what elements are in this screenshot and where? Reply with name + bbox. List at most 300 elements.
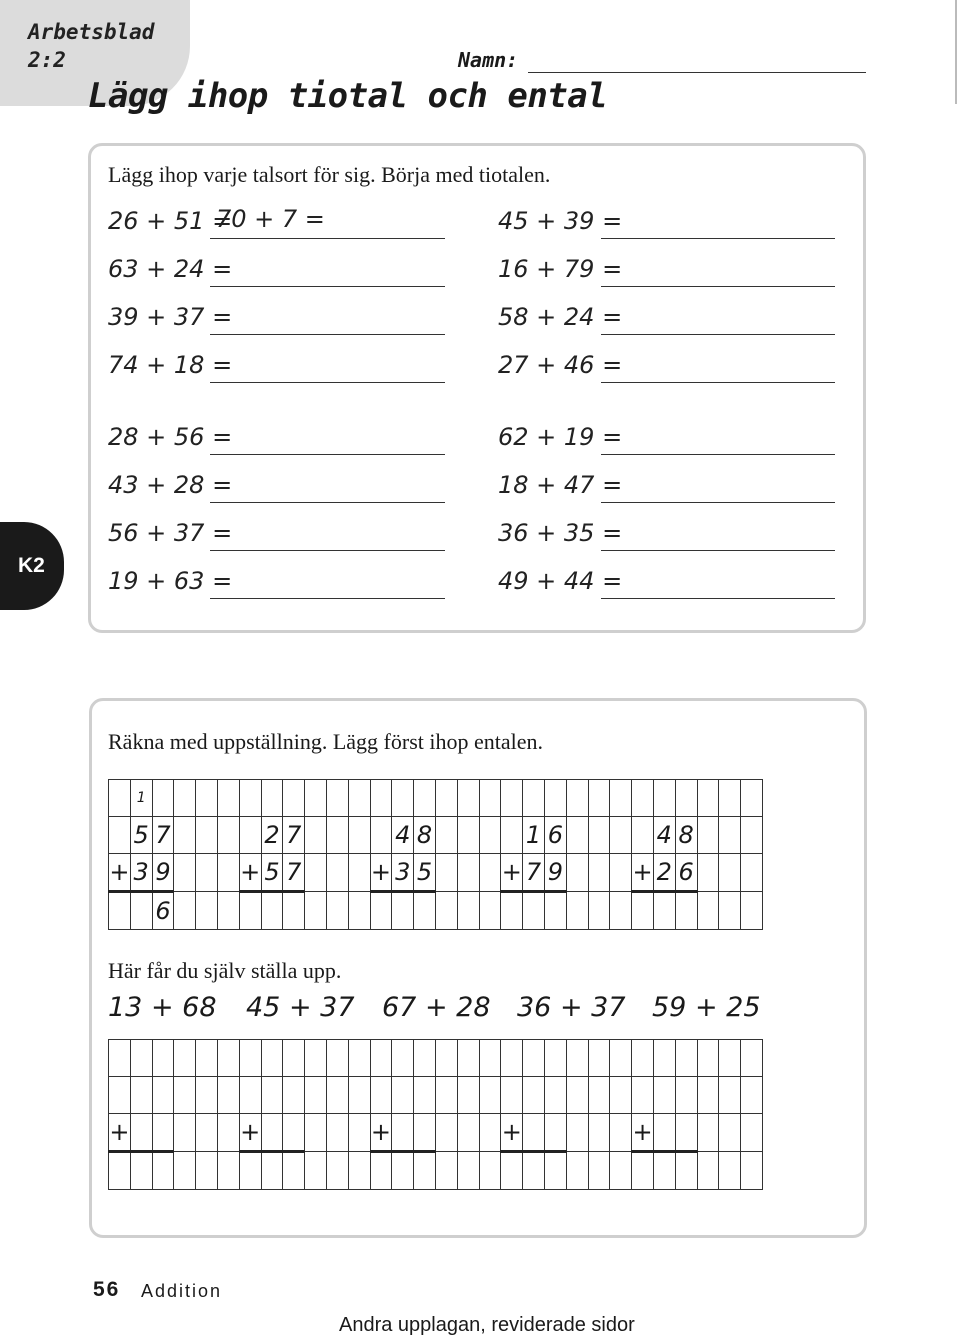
grid-cell[interactable] [174, 817, 196, 854]
exercise-row [108, 471, 445, 501]
digit[interactable]: 3 [130, 854, 152, 892]
digit[interactable]: 8 [414, 817, 436, 854]
instruction-3: Här får du själv ställa upp. [108, 958, 342, 983]
grid-cell[interactable] [152, 1077, 174, 1114]
answer-line[interactable] [210, 334, 445, 335]
grid-cell[interactable] [370, 817, 392, 854]
grid-cell[interactable] [457, 817, 479, 854]
grid-cell[interactable] [501, 1152, 523, 1190]
grid-cell[interactable] [523, 780, 545, 817]
exercise-expression: 45 + 39 = [498, 207, 623, 235]
grid-cell[interactable] [239, 1040, 261, 1077]
grid-cell[interactable] [261, 1077, 283, 1114]
grid-cell[interactable] [610, 854, 632, 892]
grid-cell[interactable] [719, 1152, 741, 1190]
grid-cell[interactable] [283, 892, 305, 930]
grid-cell[interactable] [348, 1114, 370, 1152]
exercise-expression: 28 + 56 = [108, 423, 233, 451]
answer-line[interactable] [601, 550, 835, 551]
exercise-answer: 70 + 7 = [216, 205, 325, 233]
grid-cell[interactable] [174, 892, 196, 930]
grid-cell[interactable] [501, 1040, 523, 1077]
grid-cell[interactable] [174, 1114, 196, 1152]
grid-cell[interactable] [239, 817, 261, 854]
grid-cell[interactable] [675, 1114, 697, 1152]
grid-cell[interactable] [283, 780, 305, 817]
grid-cell[interactable] [588, 780, 610, 817]
grid-row [109, 1152, 763, 1190]
grid-cell[interactable] [196, 780, 218, 817]
grid-cell[interactable] [370, 1077, 392, 1114]
grid-cell[interactable] [697, 1077, 719, 1114]
worksheet-tab-label [28, 18, 154, 74]
grid-cell[interactable] [457, 854, 479, 892]
grid-cell[interactable] [523, 1077, 545, 1114]
digit[interactable]: 5 [261, 854, 283, 892]
answer-line[interactable] [210, 286, 445, 287]
edition-note: Andra upplagan, reviderade sidor [339, 1314, 635, 1336]
exercise-row [108, 567, 445, 597]
grid-cell[interactable] [719, 817, 741, 854]
grid-cell[interactable] [741, 1114, 763, 1152]
grid-cell[interactable] [370, 780, 392, 817]
grid-cell[interactable] [697, 1040, 719, 1077]
grid-cell[interactable] [109, 1077, 131, 1114]
grid-cell[interactable] [152, 1040, 174, 1077]
exercise-expression: 26 + 51 = [108, 207, 233, 235]
grid-cell[interactable] [544, 1114, 566, 1152]
grid-cell[interactable] [348, 780, 370, 817]
grid-cell[interactable] [697, 817, 719, 854]
grid-cell[interactable] [741, 780, 763, 817]
grid-cell[interactable] [174, 780, 196, 817]
instruction-1: Lägg ihop varje talsort för sig. Börja med tiotalen. [108, 162, 551, 187]
grid-cell[interactable] [675, 1152, 697, 1190]
grid-cell[interactable] [566, 1077, 588, 1114]
grid-cell[interactable] [566, 1152, 588, 1190]
grid-cell[interactable] [239, 892, 261, 930]
exercise-expression: 36 + 35 = [498, 519, 623, 547]
grid-cell[interactable] [479, 817, 501, 854]
exercise-expression: 49 + 44 = [498, 567, 623, 595]
grid-cell[interactable] [697, 1152, 719, 1190]
grid-cell[interactable] [588, 892, 610, 930]
grid-cell[interactable] [261, 1114, 283, 1152]
grid-cell[interactable] [217, 1040, 239, 1077]
grid-cell[interactable] [435, 1152, 457, 1190]
grid-cell[interactable] [632, 780, 654, 817]
result-digit[interactable]: 6 [152, 892, 174, 930]
grid-cell[interactable] [566, 817, 588, 854]
grid-cell[interactable] [305, 892, 327, 930]
plus-sign[interactable]: + [370, 1114, 392, 1152]
plus-sign[interactable]: + [501, 854, 523, 892]
grid-cell[interactable] [152, 1114, 174, 1152]
grid-cell[interactable] [326, 892, 348, 930]
digit[interactable]: 4 [392, 817, 414, 854]
grid-cell[interactable] [326, 1152, 348, 1190]
grid-cell[interactable] [348, 1040, 370, 1077]
grid-cell[interactable] [588, 1114, 610, 1152]
grid-cell[interactable] [109, 817, 131, 854]
grid-cell[interactable] [348, 817, 370, 854]
grid-cell[interactable] [414, 1077, 436, 1114]
digit[interactable]: 9 [544, 854, 566, 892]
answer-line[interactable] [601, 454, 835, 455]
digit[interactable]: 6 [675, 854, 697, 892]
grid-cell[interactable] [457, 1152, 479, 1190]
grid-cell[interactable] [283, 1152, 305, 1190]
free-problem-label: 45 + 37 [246, 992, 355, 1023]
exercise-expression: 27 + 46 = [498, 351, 623, 379]
grid-cell[interactable] [392, 892, 414, 930]
grid-cell[interactable] [675, 1040, 697, 1077]
free-addition-grid[interactable] [108, 1039, 763, 1190]
grid-cell[interactable] [392, 1114, 414, 1152]
plus-sign[interactable]: + [239, 854, 261, 892]
grid-row [109, 1040, 763, 1077]
grid-cell[interactable] [653, 892, 675, 930]
grid-cell[interactable] [283, 1077, 305, 1114]
exercise-row [498, 255, 835, 285]
grid-cell[interactable] [196, 1077, 218, 1114]
grid-cell[interactable] [109, 780, 131, 817]
exercise-row [498, 519, 835, 549]
grid-cell[interactable] [741, 892, 763, 930]
grid-cell[interactable] [653, 1077, 675, 1114]
grid-cell[interactable] [653, 1152, 675, 1190]
grid-cell[interactable] [610, 1114, 632, 1152]
answer-line[interactable] [210, 238, 445, 239]
digit[interactable]: 8 [675, 817, 697, 854]
grid-cell[interactable] [697, 1114, 719, 1152]
grid-cell[interactable] [435, 817, 457, 854]
grid-cell[interactable] [414, 1114, 436, 1152]
grid-cell[interactable] [305, 1114, 327, 1152]
grid-cell[interactable] [719, 892, 741, 930]
section-name: Addition [141, 1281, 223, 1301]
answer-line[interactable] [210, 550, 445, 551]
grid-cell[interactable] [457, 1114, 479, 1152]
grid-cell[interactable] [217, 1077, 239, 1114]
grid-cell[interactable] [544, 1152, 566, 1190]
grid-cell[interactable] [326, 1077, 348, 1114]
grid-cell[interactable] [326, 1040, 348, 1077]
exercise-row [108, 351, 445, 381]
grid-cell[interactable] [435, 780, 457, 817]
digit[interactable]: 7 [152, 817, 174, 854]
grid-cell[interactable] [109, 1040, 131, 1077]
digit[interactable]: 5 [130, 817, 152, 854]
grid-cell[interactable] [392, 1077, 414, 1114]
grid-cell[interactable] [501, 892, 523, 930]
grid-cell[interactable] [196, 854, 218, 892]
plus-sign[interactable]: + [239, 1114, 261, 1152]
grid-cell[interactable] [217, 854, 239, 892]
grid-cell[interactable] [632, 1040, 654, 1077]
grid-cell[interactable] [610, 780, 632, 817]
grid-cell[interactable] [414, 1040, 436, 1077]
grid-cell[interactable] [435, 1077, 457, 1114]
grid-cell[interactable] [457, 892, 479, 930]
grid-cell[interactable] [566, 892, 588, 930]
grid-cell[interactable] [174, 1152, 196, 1190]
grid-cell[interactable] [217, 1114, 239, 1152]
grid-cell[interactable] [741, 1040, 763, 1077]
grid-cell[interactable] [675, 892, 697, 930]
grid-cell[interactable] [632, 817, 654, 854]
answer-line[interactable] [601, 334, 835, 335]
grid-cell[interactable] [152, 1152, 174, 1190]
grid-cell[interactable] [675, 780, 697, 817]
free-problem-label: 13 + 68 [108, 992, 217, 1023]
grid-cell[interactable] [544, 780, 566, 817]
grid-cell[interactable] [196, 892, 218, 930]
grid-cell[interactable] [457, 780, 479, 817]
grid-cell[interactable] [130, 1077, 152, 1114]
grid-cell[interactable] [523, 892, 545, 930]
digit[interactable]: 4 [653, 817, 675, 854]
page-title: Lägg ihop tiotal och ental [88, 76, 608, 116]
grid-cell[interactable] [479, 1077, 501, 1114]
plus-sign[interactable]: + [501, 1114, 523, 1152]
grid-cell[interactable] [130, 1152, 152, 1190]
grid-cell[interactable] [479, 1114, 501, 1152]
grid-cell[interactable] [588, 817, 610, 854]
grid-cell[interactable] [501, 780, 523, 817]
grid-cell[interactable] [697, 892, 719, 930]
plus-sign[interactable]: + [632, 854, 654, 892]
grid-cell[interactable] [239, 1152, 261, 1190]
grid-cell[interactable] [588, 854, 610, 892]
grid-cell[interactable] [566, 1040, 588, 1077]
grid-cell[interactable] [479, 780, 501, 817]
digit[interactable]: 2 [261, 817, 283, 854]
grid-cell[interactable] [632, 892, 654, 930]
grid-cell[interactable] [217, 1152, 239, 1190]
grid-cell[interactable] [326, 1114, 348, 1152]
exercise-expression: 63 + 24 = [108, 255, 233, 283]
grid-cell[interactable] [414, 892, 436, 930]
digit[interactable]: 6 [544, 817, 566, 854]
grid-cell[interactable] [719, 854, 741, 892]
grid-cell[interactable] [130, 892, 152, 930]
plus-sign[interactable]: + [370, 854, 392, 892]
grid-cell[interactable] [610, 892, 632, 930]
carry-digit: 1 [136, 790, 146, 806]
answer-line[interactable] [601, 598, 835, 599]
grid-cell[interactable] [544, 892, 566, 930]
name-field-line[interactable] [528, 72, 866, 73]
digit[interactable]: 5 [414, 854, 436, 892]
grid-cell[interactable] [174, 1077, 196, 1114]
grid-row [109, 1114, 763, 1152]
grid-cell[interactable] [544, 1077, 566, 1114]
grid-cell[interactable] [632, 1152, 654, 1190]
grid-cell[interactable] [239, 1077, 261, 1114]
digit[interactable]: 7 [283, 854, 305, 892]
page-edge-line [955, 0, 957, 104]
exercise-row [498, 567, 835, 597]
digit[interactable]: 7 [283, 817, 305, 854]
answer-line[interactable] [210, 598, 445, 599]
grid-cell[interactable] [326, 780, 348, 817]
grid-cell[interactable] [479, 1040, 501, 1077]
grid-cell[interactable] [435, 892, 457, 930]
grid-cell[interactable] [719, 1077, 741, 1114]
grid-cell[interactable] [196, 1152, 218, 1190]
grid-cell[interactable] [196, 1114, 218, 1152]
grid-cell[interactable] [566, 780, 588, 817]
grid-cell[interactable] [305, 1077, 327, 1114]
grid-cell[interactable] [305, 817, 327, 854]
grid-cell[interactable] [479, 854, 501, 892]
grid-cell[interactable] [326, 817, 348, 854]
grid-cell[interactable] [414, 780, 436, 817]
plus-sign[interactable]: + [109, 1114, 131, 1152]
grid-cell[interactable] [653, 780, 675, 817]
grid-cell[interactable] [130, 1114, 152, 1152]
answer-line[interactable] [601, 286, 835, 287]
grid-cell[interactable] [261, 780, 283, 817]
grid-cell[interactable] [697, 854, 719, 892]
digit[interactable]: 2 [653, 854, 675, 892]
answer-line[interactable] [210, 454, 445, 455]
grid-cell[interactable] [653, 1040, 675, 1077]
side-tab-label: K2 [18, 554, 45, 577]
grid-cell[interactable] [588, 1040, 610, 1077]
answer-line[interactable] [210, 502, 445, 503]
grid-cell[interactable] [326, 854, 348, 892]
grid-cell[interactable] [152, 780, 174, 817]
grid-cell[interactable] [610, 1040, 632, 1077]
grid-cell[interactable] [217, 780, 239, 817]
grid-cell[interactable] [610, 1152, 632, 1190]
grid-cell[interactable] [392, 1040, 414, 1077]
grid-cell[interactable] [741, 854, 763, 892]
grid-cell[interactable] [675, 1077, 697, 1114]
grid-cell[interactable] [457, 1040, 479, 1077]
side-tab [0, 522, 64, 610]
exercise-row [108, 519, 445, 549]
grid-cell[interactable] [501, 1077, 523, 1114]
grid-cell[interactable] [261, 1040, 283, 1077]
answer-line[interactable] [210, 382, 445, 383]
grid-cell[interactable] [109, 1152, 131, 1190]
grid-cell[interactable] [588, 1077, 610, 1114]
answer-line[interactable] [601, 502, 835, 503]
grid-cell[interactable] [435, 1114, 457, 1152]
grid-cell[interactable] [370, 1152, 392, 1190]
plus-sign[interactable]: + [632, 1114, 654, 1152]
worksheet-label: Arbetsblad [28, 20, 155, 44]
grid-cell[interactable] [283, 1040, 305, 1077]
grid-cell[interactable] [217, 892, 239, 930]
exercise-row [108, 207, 445, 237]
grid-cell[interactable] [305, 854, 327, 892]
grid-cell[interactable] [632, 1077, 654, 1114]
digit[interactable]: 1 [523, 817, 545, 854]
grid-cell[interactable] [523, 1040, 545, 1077]
exercise-row [498, 423, 835, 453]
name-label: Namn: [458, 48, 519, 72]
free-problem-label: 67 + 28 [382, 992, 491, 1023]
grid-cell[interactable] [523, 1114, 545, 1152]
grid-cell[interactable] [719, 1040, 741, 1077]
grid-cell[interactable] [610, 1077, 632, 1114]
grid-cell[interactable] [348, 892, 370, 930]
grid-cell[interactable] [741, 1077, 763, 1114]
grid-cell[interactable] [653, 1114, 675, 1152]
grid-cell[interactable] [348, 854, 370, 892]
carry-digit[interactable] [130, 780, 152, 817]
grid-cell[interactable] [697, 780, 719, 817]
grid-cell[interactable] [479, 1152, 501, 1190]
grid-cell[interactable] [523, 1152, 545, 1190]
exercise-expression: 62 + 19 = [498, 423, 623, 451]
exercise-row [498, 351, 835, 381]
grid-cell[interactable] [174, 1040, 196, 1077]
plus-sign[interactable]: + [109, 854, 131, 892]
grid-cell[interactable] [741, 817, 763, 854]
grid-cell[interactable] [348, 1152, 370, 1190]
grid-cell[interactable] [196, 1040, 218, 1077]
answer-line[interactable] [601, 238, 835, 239]
digit[interactable]: 7 [523, 854, 545, 892]
grid-cell[interactable] [566, 1114, 588, 1152]
grid-cell[interactable] [109, 892, 131, 930]
grid-cell[interactable] [435, 1040, 457, 1077]
grid-cell[interactable] [305, 780, 327, 817]
grid-cell[interactable] [392, 780, 414, 817]
grid-cell[interactable] [392, 1152, 414, 1190]
grid-cell[interactable] [501, 817, 523, 854]
grid-cell[interactable] [741, 1152, 763, 1190]
grid-cell[interactable] [435, 854, 457, 892]
grid-cell[interactable] [130, 1040, 152, 1077]
grid-cell[interactable] [217, 817, 239, 854]
grid-cell[interactable] [348, 1077, 370, 1114]
grid-cell[interactable] [305, 1040, 327, 1077]
grid-cell[interactable] [588, 1152, 610, 1190]
grid-cell[interactable] [261, 1152, 283, 1190]
grid-cell[interactable] [457, 1077, 479, 1114]
free-problem-label: 59 + 25 [652, 992, 761, 1023]
grid-cell[interactable] [283, 1114, 305, 1152]
grid-cell[interactable] [370, 1040, 392, 1077]
grid-cell[interactable] [305, 1152, 327, 1190]
grid-row [109, 892, 763, 930]
digit[interactable]: 3 [392, 854, 414, 892]
grid-cell[interactable] [566, 854, 588, 892]
grid-cell[interactable] [196, 817, 218, 854]
grid-cell[interactable] [261, 892, 283, 930]
answer-line[interactable] [601, 382, 835, 383]
grid-cell[interactable] [239, 780, 261, 817]
grid-cell[interactable] [479, 892, 501, 930]
grid-cell[interactable] [719, 1114, 741, 1152]
column-addition-grid[interactable] [108, 779, 763, 930]
grid-cell[interactable] [370, 892, 392, 930]
exercise-expression: 39 + 37 = [108, 303, 233, 331]
grid-cell[interactable] [719, 780, 741, 817]
grid-cell[interactable] [414, 1152, 436, 1190]
grid-cell[interactable] [544, 1040, 566, 1077]
grid-cell[interactable] [610, 817, 632, 854]
digit[interactable]: 9 [152, 854, 174, 892]
grid-cell[interactable] [174, 854, 196, 892]
free-problem-label: 36 + 37 [517, 992, 626, 1023]
